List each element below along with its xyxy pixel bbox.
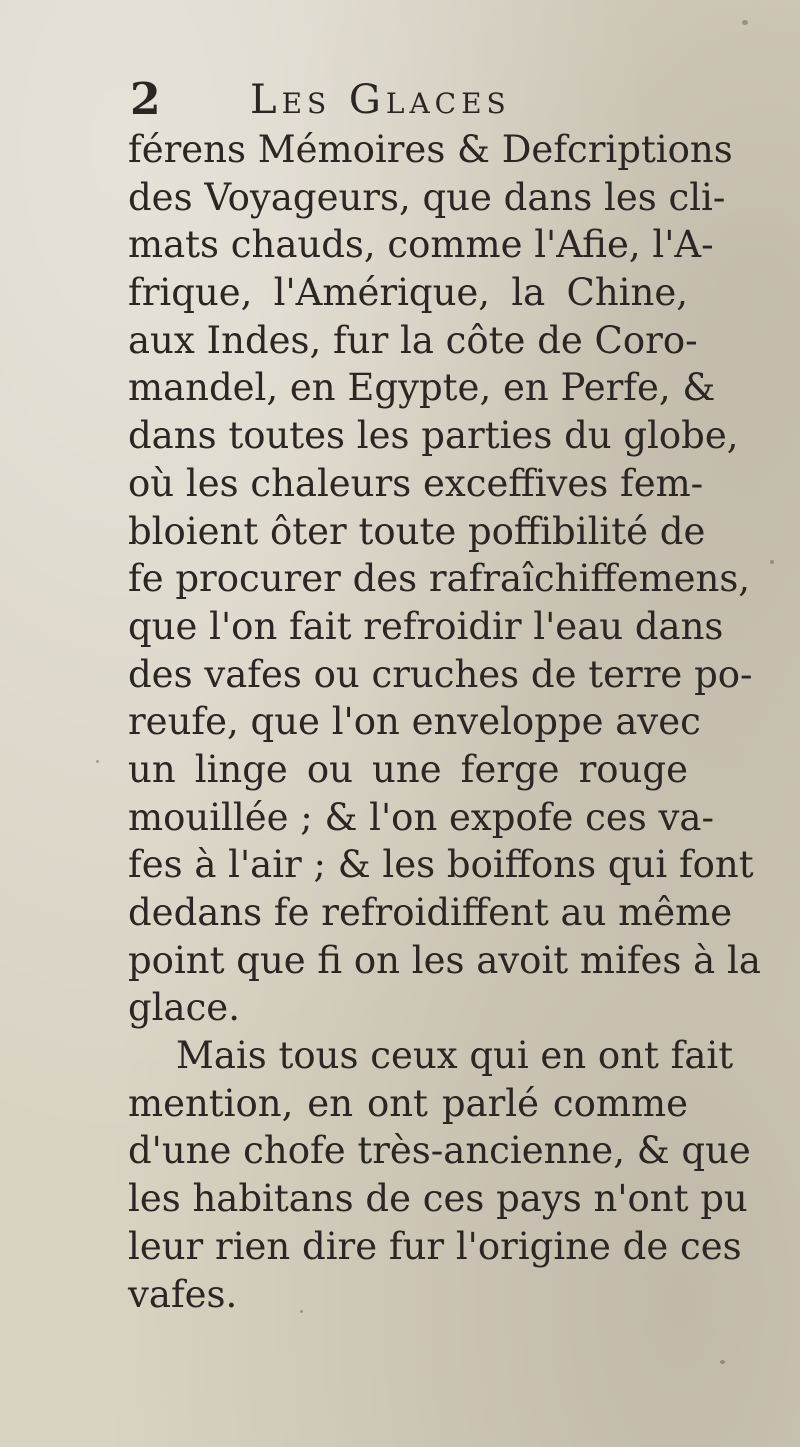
text-line: mouillée ; & l'on expofe ces va-: [128, 795, 714, 839]
paper-speck: [742, 20, 748, 25]
paper-speck: [770, 560, 774, 564]
text-line: vafes.: [128, 1272, 238, 1316]
paper-speck: [720, 1360, 725, 1364]
text-line: glace.: [128, 986, 240, 1030]
text-line: reufe, que l'on enveloppe avec: [128, 700, 701, 744]
text-line: des Voyageurs, que dans les cli-: [128, 175, 726, 219]
text-line: férens Mémoires & Defcriptions: [128, 128, 733, 171]
text-line: mandel, en Egypte, en Perfe, &: [128, 366, 716, 410]
body-text: [128, 126, 761, 1318]
paper-speck: [96, 760, 99, 763]
text-line: des vafes ou cruches de terre po-: [128, 652, 753, 696]
paper-speck: [300, 1310, 303, 1313]
text-line: aux Indes, fur la côte de Coro-: [128, 318, 698, 362]
text-line: que l'on fait refroidir l'eau dans: [128, 604, 724, 648]
text-line: les habitans de ces pays n'ont pu: [128, 1177, 748, 1221]
text-line: bloient ôter toute poffibilité de: [128, 509, 706, 553]
text-line: fe procurer des rafraîchiffemens,: [128, 557, 751, 601]
text-line: un linge ou une ferge rouge: [128, 747, 688, 791]
text-line: leur rien dire fur l'origine de ces: [128, 1224, 742, 1268]
text-line: point que fi on les avoit mifes à la: [128, 938, 761, 982]
text-line: dans toutes les parties du globe,: [128, 414, 739, 458]
text-line: mats chauds, comme l'Afie, l'A-: [128, 223, 714, 267]
running-head-title: Les Glaces: [250, 77, 511, 123]
paragraph-first-line: Mais tous ceux qui en ont fait: [176, 1034, 734, 1078]
text-line: dedans fe refroidiffent au même: [128, 891, 733, 934]
text-line: d'une chofe très-ancienne, & que: [128, 1129, 751, 1173]
text-line: où les chaleurs exceffives fem-: [128, 461, 704, 505]
text-line: fes à l'air ; & les boiffons qui font: [128, 843, 754, 887]
page-number: 2: [130, 74, 161, 125]
text-line: mention, en ont parlé comme: [128, 1081, 688, 1125]
text-line: frique, l'Amérique, la Chine,: [128, 271, 688, 315]
running-head: [130, 76, 690, 124]
